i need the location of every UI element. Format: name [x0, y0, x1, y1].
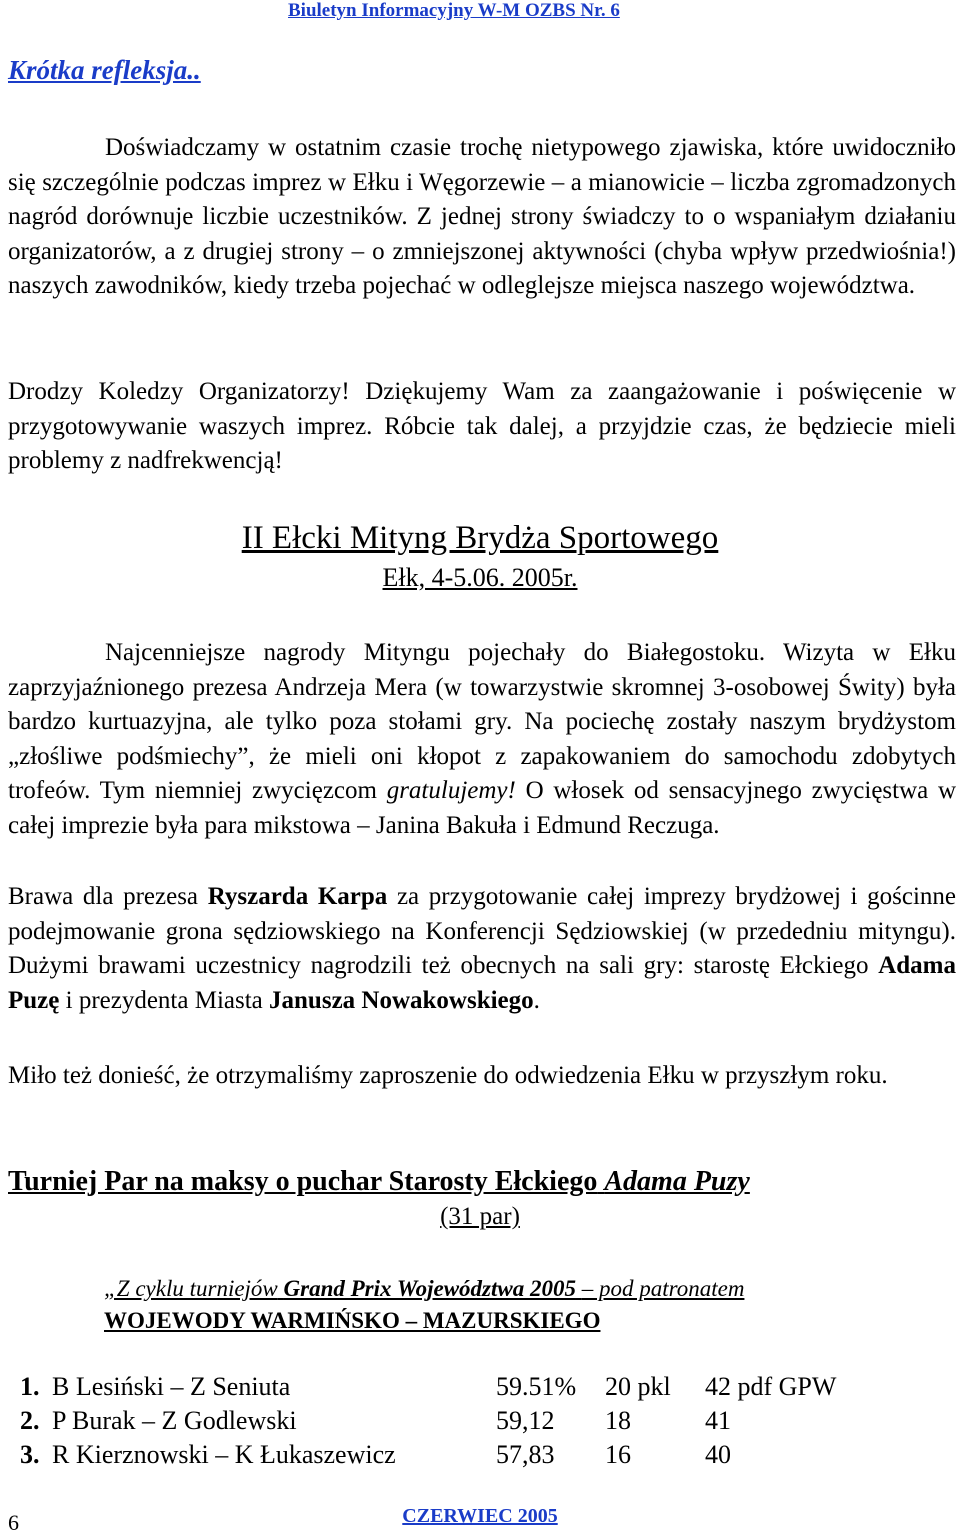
result-percent: 59.51% — [496, 1372, 577, 1401]
result-percent: 59,12 — [496, 1406, 555, 1435]
congratulations-text: gratulujemy! — [386, 777, 516, 805]
name-ryszard-karp: Ryszarda Karpa — [207, 883, 388, 910]
tournament-title-main: Turniej Par na maksy o puchar Starosty Ełckiego — [8, 1166, 598, 1197]
result-rank: 3. — [20, 1440, 40, 1469]
p2-text-a: Brawa dla prezesa — [8, 883, 199, 910]
result-percent: 57,83 — [496, 1440, 555, 1469]
tournament-pair-count: (31 par) — [440, 1203, 520, 1230]
result-pkl: 18 — [605, 1406, 631, 1435]
result-pkl: 20 pkl — [605, 1372, 671, 1401]
result-pdf: 42 pdf GPW — [705, 1372, 837, 1401]
section-title-reflection: Krótka refleksja.. — [8, 55, 201, 85]
p2-text-c: za przygotowanie całej imprezy brydżowej i gościnne podejmowanie grona sędziowskiego na Konferencji Sędziowskiej (w przededniu mityngu). Dużymi brawami uczestnicy nagrodzili też obecnych na sali gry: starostę Ełckiego — [8, 883, 957, 980]
meeting-paragraph-2 — [8, 880, 956, 1018]
cycle-line — [104, 1276, 744, 1302]
result-pkl: 16 — [605, 1440, 631, 1469]
meeting-paragraph-1-text: Najcenniejsze nagrody Mityngu pojechały do Białegostoku. Wizyta w Ełku zaprzyjaźnionego prezesa Andrzeja Mera (w towarzystwie skromnej 3-osobowej Świty) była bardzo kurtuazyjna, ale tylko poza stołami gry. Na pociechę zostały naszym brydżystom „złośliwe podśmiechy”, że mieli oni kłopot z zapakowaniem do samochodu zdobytych trofeów. Tym niemniej zwycięzcom — [8, 639, 956, 805]
meeting-paragraph-1 — [8, 636, 956, 844]
result-pair: R Kierznowski – K Łukaszewicz — [52, 1440, 396, 1469]
meeting-paragraph-3: Miło też donieść, że otrzymaliśmy zaproszenie do odwiedzenia Ełku w przyszłym roku. — [8, 1062, 888, 1089]
result-rank: 1. — [20, 1372, 40, 1401]
tournament-title-name: Adama Puzy — [604, 1166, 750, 1197]
page-number: 6 — [8, 1510, 19, 1535]
reflection-paragraph-1: Doświadczamy w ostatnim czasie trochę nietypowego zjawiska, które uwidoczniło się szczególnie podczas imprez w Ełku i Węgorzewie – a mianowicie – liczba zgromadzonych nagród dorównuje liczbie uczestników. Z jednej strony świadczy to o wspaniałym działaniu organizatorów, a z drugiej strony – o zmniejszonej aktywności (chyba wpływ przedwiośnia!) naszych zawodników, kiedy trzeba pojechać w odleglejsze miejsca naszego województwa. — [8, 134, 956, 300]
name-janusz-nowakowski: Janusza Nowakowskiego — [269, 986, 534, 1014]
result-pdf: 41 — [705, 1406, 731, 1435]
grand-prix-name: Grand Prix Województwa 2005 — [283, 1276, 576, 1301]
result-pdf: 40 — [705, 1440, 731, 1469]
result-pair: B Lesiński – Z Seniuta — [52, 1372, 291, 1401]
cycle-text-c: – pod patronatem — [581, 1276, 745, 1301]
patron-line: WOJEWODY WARMIŃSKO – MAZURSKIEGO — [104, 1308, 601, 1333]
meeting-title: II Ełcki Mityng Brydża Sportowego — [241, 520, 719, 556]
cycle-text-a: „Z cyklu turniejów — [104, 1276, 278, 1301]
reflection-paragraph-2: Drodzy Koledzy Organizatorzy! Dziękujemy Wam za zaangażowanie i poświęcenie w przygotowywanie waszych imprez. Róbcie tak dalej, a przyjdzie czas, że będziecie mieli problemy z nadfrekwencją! — [8, 378, 956, 475]
tournament-title — [8, 1166, 750, 1198]
meeting-date: Ełk, 4-5.06. 2005r. — [382, 563, 578, 592]
footer-date: CZERWIEC 2005 — [402, 1505, 558, 1527]
result-rank: 2. — [20, 1406, 40, 1435]
bulletin-header: Biuletyn Informacyjny W-M OZBS Nr. 6 — [288, 0, 620, 21]
p2-text-g: . — [533, 986, 540, 1014]
name-adam-puza: Adama Puzę — [8, 952, 957, 1014]
meeting-paragraph-1-tail: O włosek od sensacyjnego zwycięstwa w całej imprezie była para mikstowa – Janina Bakuła i Edmund Reczuga. — [8, 777, 957, 839]
result-pair: P Burak – Z Godlewski — [52, 1406, 297, 1435]
p2-text-e: i prezydenta Miasta — [65, 986, 263, 1014]
